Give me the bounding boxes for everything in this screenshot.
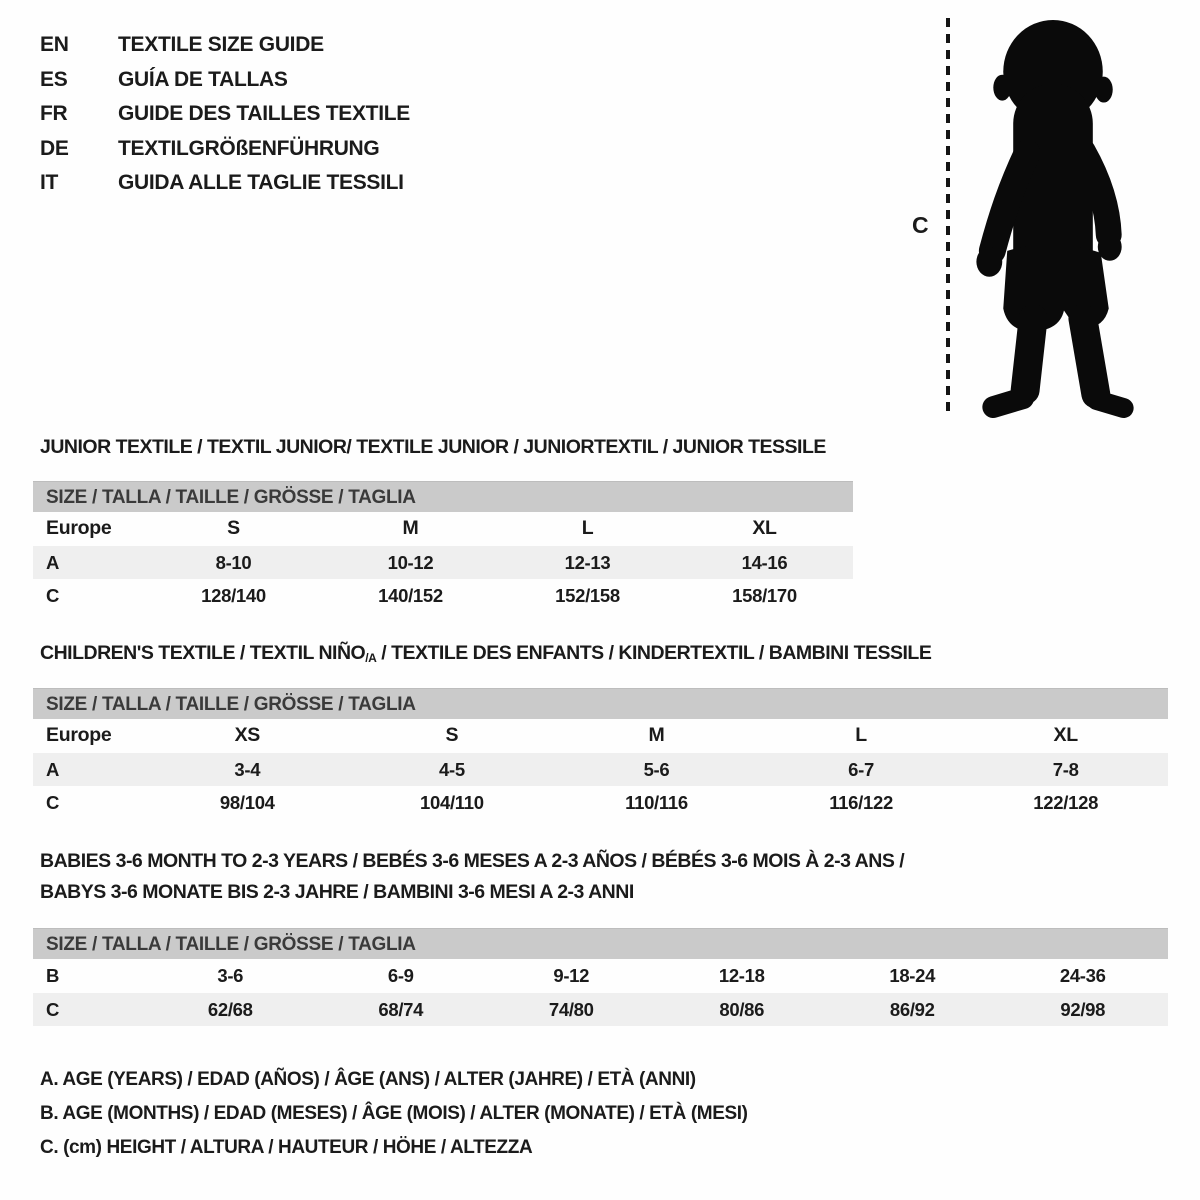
table-cell: 140/152 (378, 585, 443, 606)
table-cell: 98/104 (219, 792, 275, 813)
junior-section-title: JUNIOR TEXTILE / TEXTIL JUNIOR/ TEXTILE JUNIOR / JUNIORTEXTIL / JUNIOR TESSILE (40, 436, 826, 458)
height-measure-figure (898, 12, 1160, 420)
table-row (33, 786, 1168, 820)
table-row (33, 512, 853, 546)
row-label: C (46, 585, 60, 606)
guide-title: TEXTILE SIZE GUIDE (118, 33, 324, 57)
table-cell: 128/140 (201, 585, 266, 606)
height-measure-label: C (912, 212, 929, 238)
table-cell: L (855, 724, 867, 746)
row-label: Europe (46, 517, 112, 539)
language-title-list (40, 28, 410, 201)
language-row (40, 63, 410, 98)
language-code: EN (40, 33, 69, 57)
table-cell: M (648, 724, 665, 746)
table-cell: 3-6 (217, 965, 244, 986)
table-cell: 74/80 (548, 998, 594, 1020)
table-cell: XL (1053, 724, 1078, 746)
table-cell: 116/122 (829, 792, 893, 813)
table-row (33, 753, 1168, 787)
table-row (33, 719, 1168, 753)
table-cell: 10-12 (387, 551, 434, 573)
legend-line-b: B. AGE (MONTHS) / EDAD (MESES) / ÂGE (MOIS) / ALTER (MONATE) / ETÀ (MESI) (40, 1103, 748, 1124)
table-cell: 6-9 (387, 965, 414, 986)
babies-section-title (40, 846, 1020, 908)
table-cell: 62/68 (207, 998, 253, 1020)
table-cell: 92/98 (1060, 998, 1106, 1020)
table-row (33, 959, 1168, 993)
measure-legend (40, 1063, 748, 1165)
babies-size-table (33, 928, 1168, 1026)
table-cell: 5-6 (643, 758, 670, 780)
row-label: B (46, 965, 60, 986)
table-cell: XS (234, 724, 260, 746)
legend-line-c: C. (cm) HEIGHT / ALTURA / HAUTEUR / HÖHE / ALTEZZA (40, 1137, 533, 1158)
table-cell: 12-13 (564, 551, 611, 573)
row-label: A (46, 758, 60, 780)
size-header-band: SIZE / TALLA / TAILLE / GRÖSSE / TAGLIA (33, 481, 853, 512)
table-cell: 3-4 (234, 758, 261, 780)
children-title-rest: / TEXTILE DES ENFANTS / KINDERTEXTIL / BAMBINI TESSILE (376, 642, 932, 664)
table-row (33, 993, 1168, 1027)
row-label: Europe (46, 724, 112, 746)
babies-title-line2: BABYS 3-6 MONATE BIS 2-3 JAHRE / BAMBINI 3-6 MESI A 2-3 ANNI (40, 881, 634, 903)
row-label: C (46, 998, 60, 1020)
language-code: FR (40, 102, 68, 126)
size-header-band: SIZE / TALLA / TAILLE / GRÖSSE / TAGLIA (33, 928, 1168, 959)
table-cell: L (581, 517, 594, 539)
guide-title: GUÍA DE TALLAS (118, 67, 288, 91)
language-row (40, 166, 410, 201)
legend-line-a: A. AGE (YEARS) / EDAD (AÑOS) / ÂGE (ANS) / ALTER (JAHRE) / ETÀ (ANNI) (40, 1069, 696, 1090)
table-cell: 122/128 (1033, 792, 1099, 813)
table-cell: S (445, 724, 459, 746)
children-title-text: CHILDREN'S TEXTILE / TEXTIL NIÑO (40, 642, 366, 664)
children-title-sub: /A (365, 651, 377, 665)
table-cell: 12-18 (718, 965, 765, 986)
table-cell: 80/86 (719, 998, 765, 1020)
table-cell: XL (752, 517, 777, 539)
row-label: C (46, 792, 60, 813)
table-cell: 104/110 (420, 792, 484, 813)
babies-title-line1: BABIES 3-6 MONTH TO 2-3 YEARS / BEBÉS 3-6 MESES A 2-3 AÑOS / BÉBÉS 3-6 MOIS À 2-3 ANS / (40, 850, 905, 872)
table-cell: 24-36 (1059, 965, 1106, 986)
table-cell: 14-16 (741, 551, 788, 573)
guide-title: GUIDA ALLE TAGLIE TESSILI (118, 171, 404, 195)
guide-title: GUIDE DES TAILLES TEXTILE (118, 102, 410, 126)
size-header-band: SIZE / TALLA / TAILLE / GRÖSSE / TAGLIA (33, 688, 1168, 719)
language-code: ES (40, 67, 68, 91)
row-label: A (46, 551, 60, 573)
table-row (33, 579, 853, 613)
children-section-title (40, 642, 931, 665)
table-cell: 86/92 (889, 998, 935, 1020)
table-cell: 8-10 (215, 551, 252, 573)
guide-title: TEXTILGRÖßENFÜHRUNG (118, 136, 380, 160)
table-cell: 7-8 (1052, 758, 1079, 780)
table-cell: 110/116 (625, 792, 688, 813)
language-row (40, 97, 410, 132)
language-row (40, 132, 410, 167)
language-row (40, 28, 410, 63)
table-cell: 9-12 (553, 965, 590, 986)
table-cell: M (402, 517, 419, 539)
table-cell: 152/158 (555, 585, 620, 606)
table-cell: 158/170 (732, 585, 797, 606)
table-cell: 68/74 (378, 998, 424, 1020)
toddler-silhouette (958, 12, 1154, 420)
table-cell: 6-7 (848, 758, 874, 780)
table-cell: 4-5 (438, 758, 465, 780)
table-cell: 18-24 (889, 965, 936, 986)
table-cell: S (227, 517, 240, 539)
language-code: IT (40, 171, 59, 195)
junior-size-table (33, 481, 853, 613)
children-size-table (33, 688, 1168, 820)
table-row (33, 546, 853, 580)
language-code: DE (40, 136, 69, 160)
height-dashed-line (946, 18, 950, 416)
